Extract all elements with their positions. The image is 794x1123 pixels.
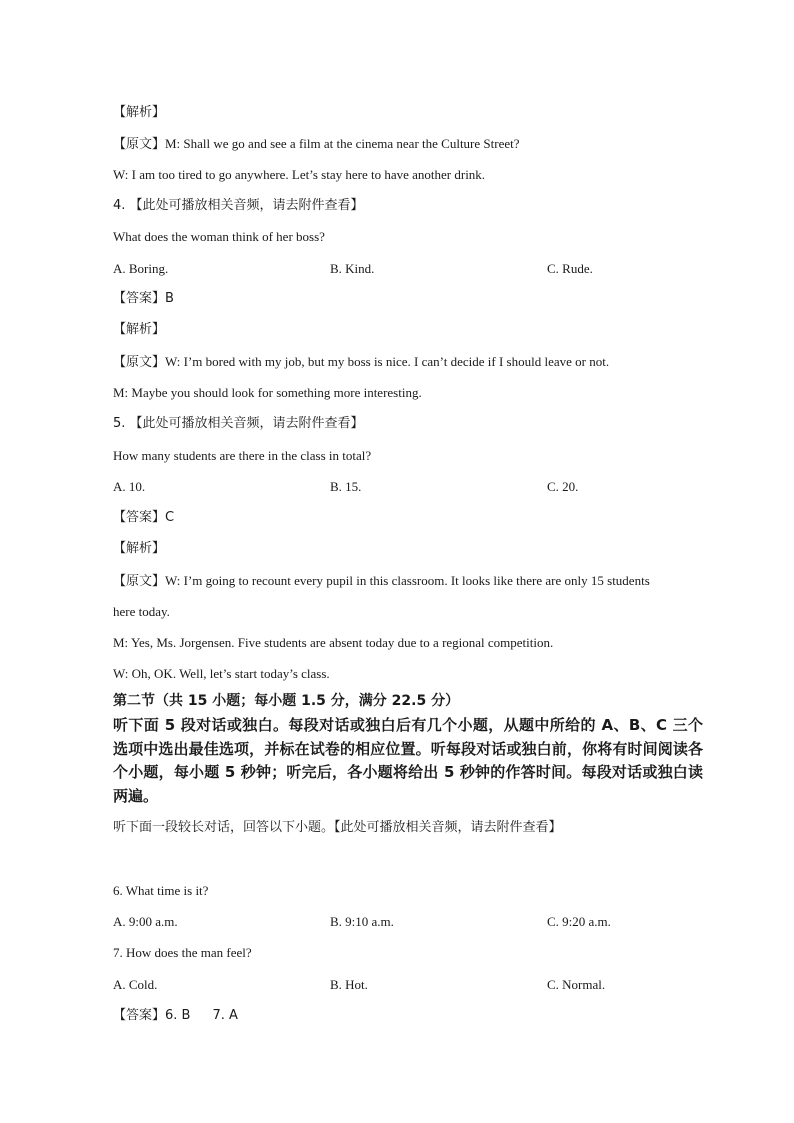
question-4-transcript: 【原文】W: I’m bored with my job, but my boss is nice. I can’t decide if I should leave or not. — [113, 354, 610, 369]
question-4-text: What does the woman think of her boss? — [113, 229, 325, 244]
question-6-option-b: B. 9:10 a.m. — [330, 914, 394, 929]
section-2-intro: 听下面一段较长对话，回答以下小题。【此处可播放相关音频，请去附件查看】 — [113, 820, 562, 835]
answer-7: 7. A — [212, 1008, 238, 1023]
question-4-option-b: B. Kind. — [330, 261, 375, 276]
question-6-text: 6. What time is it? — [113, 883, 209, 898]
analysis-label: 【解析】 — [113, 105, 166, 120]
question-7-option-c: C. Normal. — [547, 977, 606, 992]
question-5-option-a: A. 10. — [113, 479, 146, 494]
answer-6: 【答案】6. B — [113, 1008, 191, 1023]
question-5-option-c: C. 20. — [547, 479, 579, 494]
question-5-answer: 【答案】C — [113, 510, 175, 525]
question-6-option-c: C. 9:20 a.m. — [547, 914, 611, 929]
transcript-line: 【原文】M: Shall we go and see a film at the cinema near the Culture Street? — [113, 136, 520, 151]
question-5-analysis-label: 【解析】 — [113, 541, 166, 556]
question-5-transcript: 【原文】W: I’m going to recount every pupil in this classroom. It looks like there are only 15 students — [113, 573, 650, 588]
question-7-option-b: B. Hot. — [330, 977, 368, 992]
question-4-number: 4. 【此处可播放相关音频，请去附件查看】 — [113, 198, 364, 213]
answers-6-7 — [113, 1008, 238, 1024]
question-4-answer: 【答案】B — [113, 291, 174, 306]
question-5-transcript: here today. — [113, 604, 170, 619]
question-7-option-a: A. Cold. — [113, 977, 158, 992]
question-5-number: 5. 【此处可播放相关音频，请去附件查看】 — [113, 416, 364, 431]
question-4-analysis-label: 【解析】 — [113, 322, 166, 337]
question-5-option-b: B. 15. — [330, 479, 362, 494]
question-5-transcript: W: Oh, OK. Well, let’s start today’s class. — [113, 666, 330, 681]
question-5-text: How many students are there in the class in total? — [113, 448, 372, 463]
question-6-option-a: A. 9:00 a.m. — [113, 914, 178, 929]
question-4-option-c: C. Rude. — [547, 261, 593, 276]
question-4-option-a: A. Boring. — [113, 261, 169, 276]
section-2-title: 第二节（共 15 小题；每小题 1.5 分，满分 22.5 分） — [113, 693, 460, 709]
question-4-transcript: M: Maybe you should look for something more interesting. — [113, 385, 422, 400]
section-2-instructions: 听下面 5 段对话或独白。每段对话或独白后有几个小题，从题中所给的 A、B、C 三个选项中选出最佳选项，并标在试卷的相应位置。听每段对话或独白前，你将有时间阅读各个小题，每小题 5 秒钟；听完后，各小题将给出 5 秒钟的作答时间。每段对话或独白读两遍。 — [113, 716, 703, 805]
transcript-line: W: I am too tired to go anywhere. Let’s stay here to have another drink. — [113, 167, 486, 182]
question-7-text: 7. How does the man feel? — [113, 945, 252, 960]
question-5-transcript: M: Yes, Ms. Jorgensen. Five students are absent today due to a regional competition. — [113, 635, 554, 650]
